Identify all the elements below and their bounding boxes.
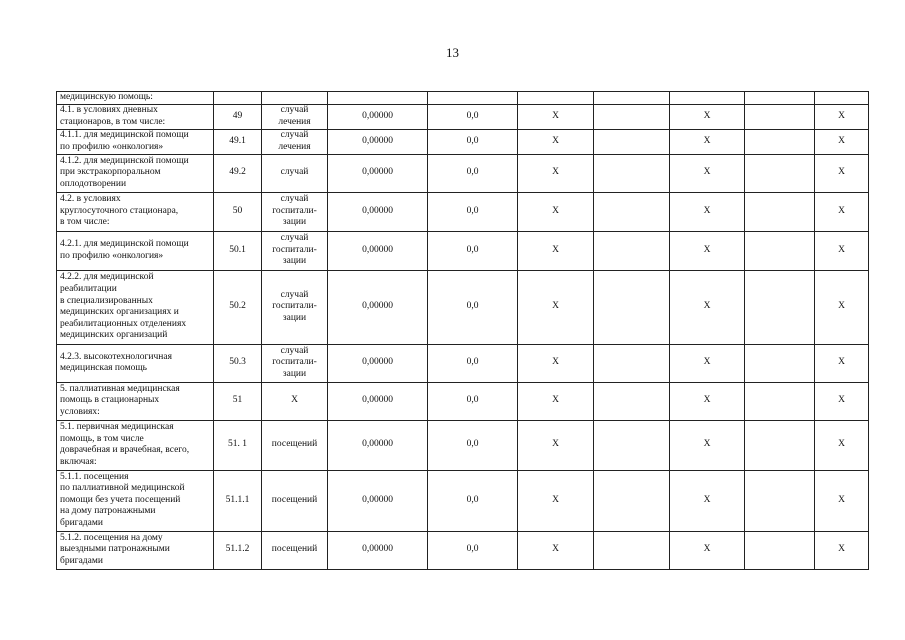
row-col-7 <box>594 92 670 105</box>
row-col-8-text: Х <box>703 205 711 216</box>
row-value-text: 0,00000 <box>362 544 393 555</box>
row-col-9 <box>745 104 815 129</box>
row-unit-text: случай госпитали- зации <box>272 289 317 323</box>
row-col-8 <box>670 470 745 531</box>
row-col-8-text: Х <box>703 301 711 312</box>
row-value-text: 0,00000 <box>362 244 393 255</box>
row-col-6 <box>518 192 594 231</box>
row-col-6-text: Х <box>552 205 559 216</box>
row-name-text: медицинскую помощь: <box>60 92 153 102</box>
row-unit-text: случай госпитали- зации <box>272 345 317 379</box>
row-value-text: 0,00000 <box>362 439 393 450</box>
table-row <box>57 154 869 192</box>
row-code-text: 51.1.2 <box>225 544 250 555</box>
row-code <box>214 420 262 470</box>
row-col-8-text: Х <box>703 494 711 505</box>
table-row <box>57 129 869 154</box>
row-code-text: 50.3 <box>229 357 246 368</box>
row-col-8 <box>670 192 745 231</box>
row-code-text: 50.1 <box>229 244 246 255</box>
row-col-8-text: Х <box>703 135 711 146</box>
row-unit-text: Х <box>291 395 298 406</box>
row-name <box>57 420 214 470</box>
table-row <box>57 470 869 531</box>
row-value <box>328 104 428 129</box>
row-col-10-text: Х <box>838 395 845 406</box>
row-code <box>214 154 262 192</box>
table-row <box>57 92 869 105</box>
row-col-7 <box>594 470 670 531</box>
row-code <box>214 92 262 105</box>
row-rate-text: 0,0 <box>466 205 479 216</box>
row-col-10 <box>815 344 869 382</box>
row-rate <box>428 104 518 129</box>
table-row <box>57 192 869 231</box>
row-rate <box>428 531 518 569</box>
row-col-10-text: Х <box>838 494 845 505</box>
row-unit <box>262 531 328 569</box>
row-col-6 <box>518 270 594 344</box>
row-col-8-text: Х <box>703 439 711 450</box>
row-col-10-text: Х <box>838 110 845 121</box>
row-col-8-text: Х <box>703 110 711 121</box>
row-col-10-text: Х <box>838 544 845 555</box>
row-col-8-text: Х <box>703 544 711 555</box>
row-col-8-text: Х <box>703 244 711 255</box>
row-col-7 <box>594 382 670 420</box>
row-name-text: 5.1.2. посещения на дому выездными патронажными бригадами <box>60 532 170 566</box>
row-name <box>57 231 214 270</box>
row-value-text: 0,00000 <box>362 110 393 121</box>
row-value <box>328 531 428 569</box>
row-col-6-text: Х <box>552 110 559 121</box>
row-rate-text: 0,0 <box>466 110 479 121</box>
row-unit <box>262 420 328 470</box>
row-col-6 <box>518 344 594 382</box>
row-unit <box>262 129 328 154</box>
row-col-8 <box>670 382 745 420</box>
row-code <box>214 270 262 344</box>
row-col-10-text: Х <box>838 135 845 146</box>
row-col-7 <box>594 192 670 231</box>
row-col-10-text: Х <box>838 301 845 312</box>
row-value-text: 0,00000 <box>362 357 393 368</box>
row-name <box>57 470 214 531</box>
table-row <box>57 344 869 382</box>
row-code <box>214 192 262 231</box>
row-col-6 <box>518 154 594 192</box>
row-rate <box>428 470 518 531</box>
row-col-8 <box>670 344 745 382</box>
row-col-7 <box>594 344 670 382</box>
table-row <box>57 231 869 270</box>
row-code-text: 50.2 <box>229 301 246 312</box>
row-unit <box>262 92 328 105</box>
row-value-text: 0,00000 <box>362 167 393 178</box>
row-unit-text: посещений <box>271 544 318 555</box>
row-rate <box>428 344 518 382</box>
row-col-6-text: Х <box>552 167 559 178</box>
row-col-7 <box>594 129 670 154</box>
row-col-10 <box>815 92 869 105</box>
row-col-6-text: Х <box>552 494 559 505</box>
row-value <box>328 192 428 231</box>
row-rate-text: 0,0 <box>466 167 479 178</box>
table-row <box>57 531 869 569</box>
row-code-text: 51. 1 <box>228 439 247 450</box>
row-col-10 <box>815 531 869 569</box>
row-col-9 <box>745 92 815 105</box>
row-col-7 <box>594 154 670 192</box>
row-value-text: 0,00000 <box>362 494 393 505</box>
row-unit <box>262 192 328 231</box>
row-col-10 <box>815 231 869 270</box>
row-col-7 <box>594 104 670 129</box>
row-value-text: 0,00000 <box>362 301 393 312</box>
data-table <box>56 91 869 570</box>
row-col-10-text: Х <box>838 439 845 450</box>
row-col-6 <box>518 382 594 420</box>
row-col-9 <box>745 192 815 231</box>
row-code-text: 49 <box>232 110 243 121</box>
row-unit <box>262 154 328 192</box>
row-col-6-text: Х <box>552 301 559 312</box>
row-name-text: 5.1.1. посещения по паллиативной медицинской помощи без учета посещений на дому патронажными бригадами <box>60 471 185 528</box>
row-rate <box>428 192 518 231</box>
row-col-10-text: Х <box>838 167 845 178</box>
row-name-text: 4.1.2. для медицинской помощи при экстракорпоральном оплодотворении <box>60 155 189 189</box>
row-col-6-text: Х <box>552 244 559 255</box>
row-rate <box>428 270 518 344</box>
row-rate <box>428 154 518 192</box>
row-unit-text: случай госпитали- зации <box>272 194 317 228</box>
table-row <box>57 382 869 420</box>
table-row <box>57 420 869 470</box>
row-col-6-text: Х <box>552 439 559 450</box>
row-code-text: 51 <box>232 395 243 406</box>
row-name <box>57 154 214 192</box>
row-value <box>328 270 428 344</box>
row-rate-text: 0,0 <box>466 357 479 368</box>
row-code-text: 49.2 <box>229 167 246 178</box>
row-code <box>214 531 262 569</box>
row-code <box>214 382 262 420</box>
row-col-8-text: Х <box>703 395 711 406</box>
row-col-10 <box>815 129 869 154</box>
row-code-text: 51.1.1 <box>225 494 250 505</box>
row-col-6-text: Х <box>552 357 559 368</box>
row-col-6-text: Х <box>552 135 559 146</box>
row-name <box>57 104 214 129</box>
row-name <box>57 270 214 344</box>
row-name-text: 4.2.2. для медицинской реабилитации в специализированных медицинских организациях и реабилитационных отделениях медицинских организаций <box>60 272 187 341</box>
row-col-6 <box>518 470 594 531</box>
row-unit-text: случай <box>280 167 309 178</box>
row-value <box>328 420 428 470</box>
row-code-text: 49.1 <box>229 135 246 146</box>
row-rate-text: 0,0 <box>466 135 479 146</box>
row-col-6 <box>518 531 594 569</box>
row-code <box>214 470 262 531</box>
row-col-9 <box>745 231 815 270</box>
row-value-text: 0,00000 <box>362 395 393 406</box>
row-rate-text: 0,0 <box>466 544 479 555</box>
row-col-7 <box>594 231 670 270</box>
row-col-10 <box>815 192 869 231</box>
row-unit <box>262 104 328 129</box>
row-unit-text: посещений <box>271 439 318 450</box>
row-col-7 <box>594 270 670 344</box>
row-col-8 <box>670 231 745 270</box>
row-col-6-text: Х <box>552 544 559 555</box>
row-unit-text: посещений <box>271 494 318 505</box>
row-value-text: 0,00000 <box>362 205 393 216</box>
row-value <box>328 344 428 382</box>
row-col-10 <box>815 470 869 531</box>
table-row <box>57 104 869 129</box>
row-col-8 <box>670 104 745 129</box>
row-value <box>328 231 428 270</box>
row-value <box>328 129 428 154</box>
row-name-text: 4.1.1. для медицинской помощи по профилю «онкология» <box>60 130 189 152</box>
row-rate-text: 0,0 <box>466 395 479 406</box>
row-value <box>328 382 428 420</box>
row-col-8 <box>670 92 745 105</box>
row-col-6 <box>518 231 594 270</box>
row-col-10 <box>815 104 869 129</box>
row-unit-text: случай лечения <box>278 130 311 152</box>
row-rate-text: 0,0 <box>466 439 479 450</box>
row-col-8 <box>670 270 745 344</box>
row-name <box>57 382 214 420</box>
row-name-text: 4.2. в условиях круглосуточного стационара, в том числе: <box>60 194 179 228</box>
row-col-6-text: Х <box>552 395 559 406</box>
row-col-7 <box>594 531 670 569</box>
row-rate <box>428 382 518 420</box>
row-col-9 <box>745 531 815 569</box>
row-col-6 <box>518 420 594 470</box>
row-col-9 <box>745 344 815 382</box>
row-rate-text: 0,0 <box>466 301 479 312</box>
row-col-10 <box>815 382 869 420</box>
row-col-8 <box>670 129 745 154</box>
row-col-9 <box>745 270 815 344</box>
row-unit <box>262 382 328 420</box>
row-col-10-text: Х <box>838 244 845 255</box>
row-col-10 <box>815 270 869 344</box>
row-name <box>57 129 214 154</box>
row-col-8-text: Х <box>703 357 711 368</box>
row-col-10 <box>815 154 869 192</box>
row-name-text: 4.1. в условиях дневных стационаров, в том числе: <box>60 105 166 127</box>
row-unit <box>262 470 328 531</box>
row-name <box>57 531 214 569</box>
row-col-9 <box>745 129 815 154</box>
row-value <box>328 470 428 531</box>
row-name-text: 4.2.3. высокотехнологичная медицинская помощь <box>60 351 172 374</box>
row-name <box>57 344 214 382</box>
row-col-6 <box>518 104 594 129</box>
row-col-9 <box>745 470 815 531</box>
row-col-7 <box>594 420 670 470</box>
row-name-text: 5. паллиативная медицинская помощь в стационарных условиях: <box>60 383 180 417</box>
row-col-8-text: Х <box>703 167 711 178</box>
row-code <box>214 129 262 154</box>
row-rate-text: 0,0 <box>466 494 479 505</box>
row-code <box>214 231 262 270</box>
row-unit-text: случай лечения <box>278 105 311 127</box>
row-rate <box>428 420 518 470</box>
row-col-9 <box>745 420 815 470</box>
row-name <box>57 92 214 105</box>
row-col-10-text: Х <box>838 357 845 368</box>
row-col-10-text: Х <box>838 205 845 216</box>
row-unit <box>262 231 328 270</box>
row-rate <box>428 129 518 154</box>
row-col-6 <box>518 92 594 105</box>
row-value-text: 0,00000 <box>362 135 393 146</box>
page-number: 13 <box>446 45 459 60</box>
row-code-text: 50 <box>232 205 243 216</box>
row-value <box>328 154 428 192</box>
row-value <box>328 92 428 105</box>
table-row <box>57 270 869 344</box>
row-unit <box>262 270 328 344</box>
row-rate <box>428 92 518 105</box>
row-col-9 <box>745 154 815 192</box>
row-code <box>214 344 262 382</box>
row-name-text: 4.2.1. для медицинской помощи по профилю «онкология» <box>60 239 189 261</box>
row-col-8 <box>670 420 745 470</box>
row-unit <box>262 344 328 382</box>
row-name-text: 5.1. первичная медицинская помощь, в том числе доврачебная и врачебная, всего, включая: <box>60 421 190 467</box>
row-col-9 <box>745 382 815 420</box>
row-col-6 <box>518 129 594 154</box>
row-rate <box>428 231 518 270</box>
row-col-10 <box>815 420 869 470</box>
row-unit-text: случай госпитали- зации <box>272 233 317 267</box>
row-rate-text: 0,0 <box>466 244 479 255</box>
row-col-8 <box>670 531 745 569</box>
row-col-8 <box>670 154 745 192</box>
row-code <box>214 104 262 129</box>
row-name <box>57 192 214 231</box>
